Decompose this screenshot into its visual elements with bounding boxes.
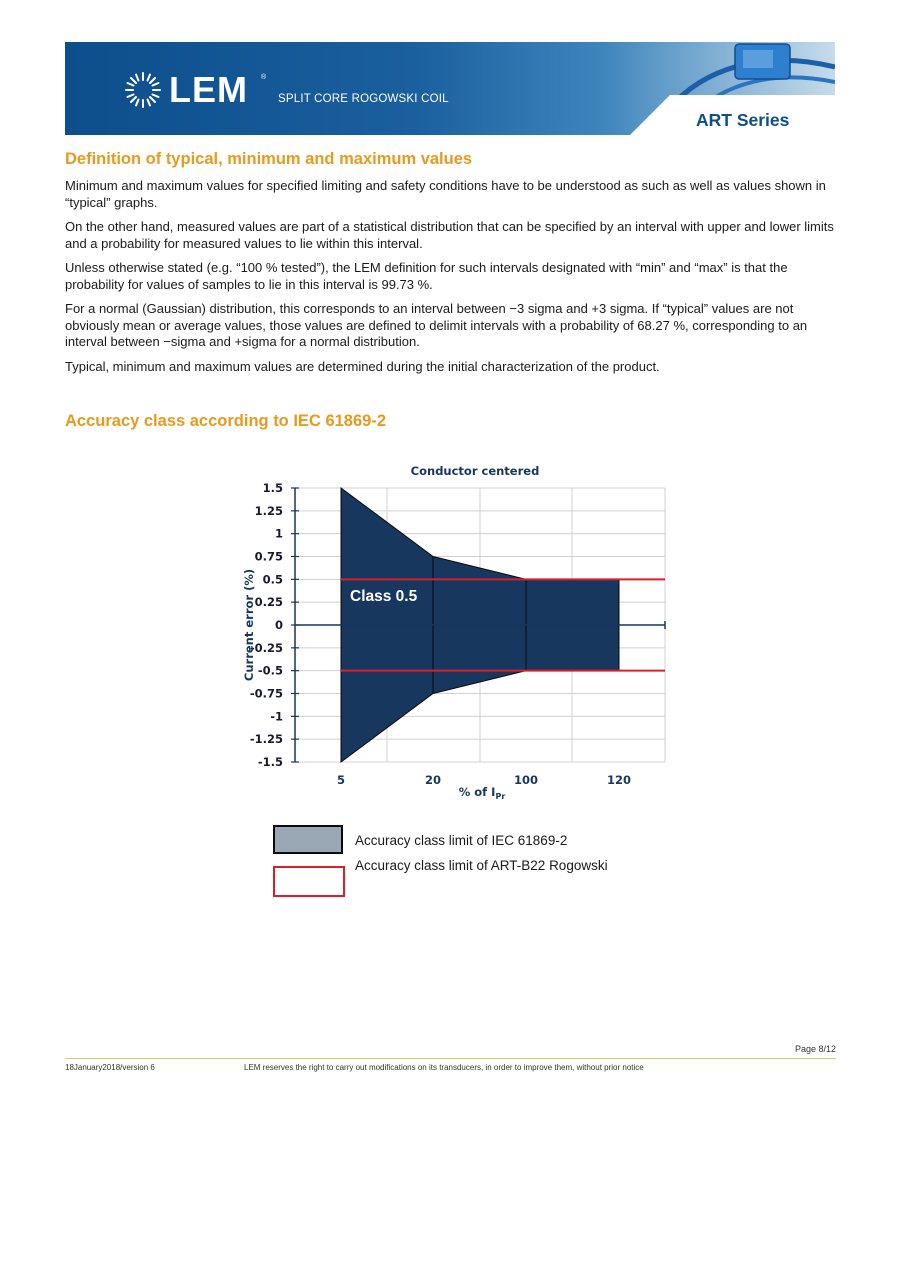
y-tick-label: 0.5 [262,572,283,587]
chart-legend [273,825,673,900]
y-tick-label: 1.5 [262,481,283,495]
y-tick-label: -0.5 [257,663,283,678]
registered-mark: ® [261,74,267,81]
legend-label-iec: Accuracy class limit of IEC 61869-2 [355,833,568,848]
page-number: Page 8/12 [794,1044,836,1054]
x-tick-label: 5 [336,773,346,787]
legend-swatch-iec [273,825,343,854]
x-tick-label: 120 [606,773,632,787]
x-tick-label: 20 [424,773,442,787]
x-tick-label: 100 [513,773,539,787]
paragraph: Typical, minimum and maximum values are determined during the initial characterization of the product. [65,358,660,374]
definition-heading: Definition of typical, minimum and maximum values [65,150,473,168]
y-tick-label: -1 [270,709,283,724]
y-axis-label: Current error (%) [242,568,256,682]
y-tick-label: -1.5 [257,755,283,769]
y-tick-label: 1 [274,526,283,541]
paragraph: Minimum and maximum values for specified limiting and safety conditions have to be understood as such as well as values shown in “typical” graphs. [65,178,826,210]
paragraph: For a normal (Gaussian) distribution, this corresponds to an interval between −3 sigma and +3 sigma. If “typical” values are not obviously mean or average values, those values are defined to delimit intervals with a probability of 68.27 %, corresponding to an interval between −sigma and +sigma for a normal distribution. [65,301,808,349]
y-tick-label: 0.75 [254,549,283,564]
chart-title: Conductor centered [410,464,540,478]
paragraph: On the other hand, measured values are part of a statistical distribution that can be specified by an interval with upper and lower limits and a probability for measured values to lie within this interval. [65,219,834,251]
y-tick-label: 0 [274,618,283,632]
y-tick-label: -0.25 [249,640,283,655]
series-title: ART Series [696,110,790,130]
y-tick-label: 0.25 [254,595,283,610]
y-tick-label: -1.25 [249,732,283,747]
legend-swatch-art [273,866,345,897]
footer-disclaimer: LEM reserves the right to carry out modifications on its transducers, in order to improve them, without prior notice [244,1063,644,1072]
legend-label-art: Accuracy class limit of ART-B22 Rogowski [355,858,608,873]
footer-date: 18January2018/version 6 [65,1063,155,1072]
accuracy-class-heading: Accuracy class according to IEC 61869-2 [65,412,386,430]
definition-body [65,178,840,383]
brand-logo-text: LEM [169,69,248,110]
lem-sunburst-logo-icon [123,70,163,110]
y-tick-label: 1.25 [254,503,283,518]
paragraph: Unless otherwise stated (e.g. “100 % tested”), the LEM definition for such intervals designated with “min” and “max” is that the probability for values of samples to lie in this interval is 99.73 %. [65,260,788,292]
footer-divider [65,1058,836,1059]
y-tick-label: -0.75 [249,686,283,701]
x-axis-label: % of $I_{Pr}$ [458,785,506,801]
accuracy-class-chart [230,458,680,808]
product-subtitle: SPLIT CORE ROGOWSKI COIL [278,93,449,105]
class-annotation: Class 0.5 [350,588,418,605]
